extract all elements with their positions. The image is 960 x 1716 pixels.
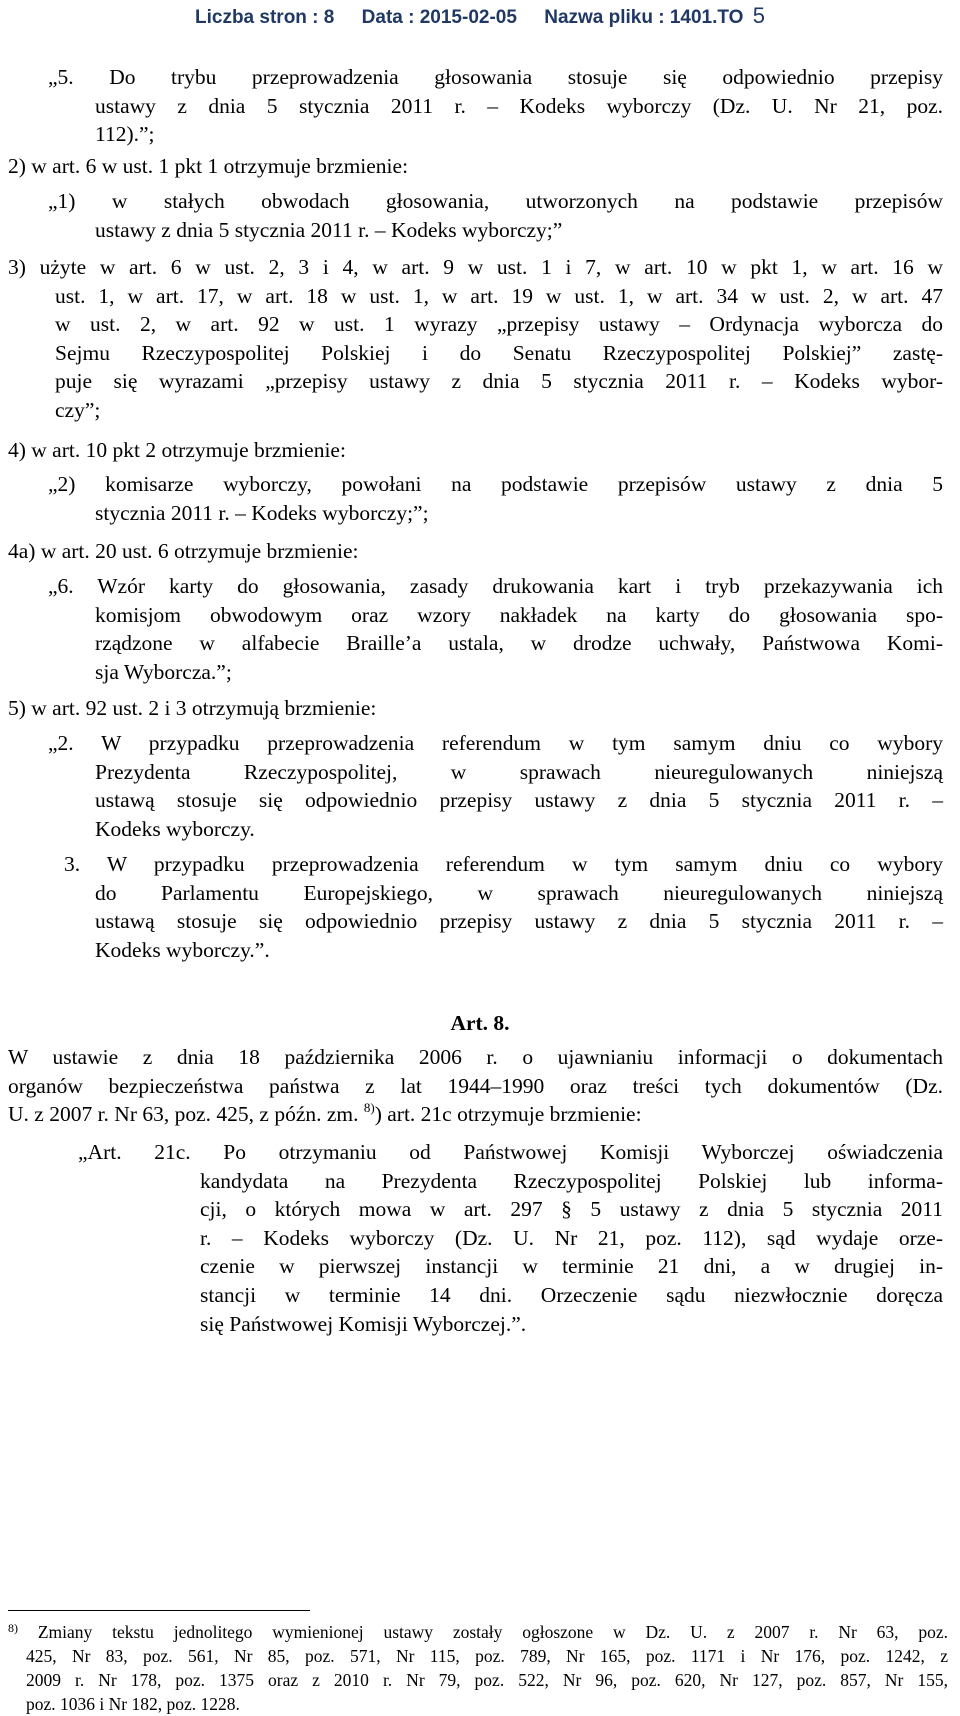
text-line: „Art. 21c. Po otrzymaniu od Państwowej Komisji Wyborczej oświadczenia	[78, 1140, 943, 1164]
date-label: Data :	[361, 7, 415, 28]
text-fragment: Zmiany tekstu jednolitego wymienionej ustawy zostały ogłoszone w Dz. U. z 2007 r. Nr 63, poz.	[37, 1622, 949, 1642]
text-line: rządzone w alfabecie Braille’a ustala, w drodze uchwały, Państwowa Komi-	[95, 631, 943, 656]
text-line: 2) w art. 6 w ust. 1 pkt 1 otrzymuje brzmienie:	[8, 154, 409, 178]
paragraph-point-4a	[8, 537, 943, 566]
text-line: sja Wyborcza.”;	[95, 659, 232, 684]
text-line: w ust. 2, w art. 92 w ust. 1 wyrazy „przepisy ustawy – Ordynacja wyborcza do	[55, 312, 943, 337]
footnote-line: poz. 1036 i Nr 182, poz. 1228.	[26, 1694, 240, 1714]
footnote-marker: 8)	[8, 1621, 18, 1635]
text-line: 4) w art. 10 pkt 2 otrzymuje brzmienie:	[8, 438, 346, 462]
paragraph-quote-6	[48, 572, 943, 686]
page-number: 5	[752, 3, 765, 28]
date-value: 2015-02-05	[419, 7, 517, 28]
footnote-separator	[8, 1610, 310, 1611]
paragraph-art-21c	[78, 1138, 943, 1338]
article-title: Art. 8.	[450, 1011, 510, 1035]
file-label: Nazwa pliku :	[544, 7, 665, 28]
text-line: komisjom obwodowym oraz wzory nakładek na karty do głosowania spo-	[95, 602, 943, 627]
text-line: stancji w terminie 14 dni. Orzeczenie sądu niezwłocznie doręcza	[200, 1282, 943, 1307]
text-line: „6. Wzór karty do głosowania, zasady drukowania kart i tryb przekazywania ich	[48, 574, 943, 598]
paragraph-point-5	[8, 694, 943, 723]
paragraph-point-4	[8, 436, 943, 465]
text-line: 5) w art. 92 ust. 2 i 3 otrzymują brzmienie:	[8, 696, 377, 720]
text-line: Kodeks wyborczy.	[95, 816, 255, 841]
text-line: W ustawie z dnia 18 października 2006 r. o ujawnianiu informacji o dokumentach	[8, 1045, 943, 1069]
text-line: „2. W przypadku przeprowadzenia referendum w tym samym dniu co wybory	[48, 731, 943, 755]
text-line: się Państwowej Komisji Wyborczej.”.	[200, 1311, 527, 1336]
text-line: Sejmu Rzeczypospolitej Polskiej i do Senatu Rzeczypospolitej Polskiej” zastę-	[55, 340, 943, 365]
text-line: puje się wyrazami „przepisy ustawy z dnia 5 stycznia 2011 r. – Kodeks wybor-	[55, 369, 943, 394]
text-line: „5. Do trybu przeprowadzenia głosowania stosuje się odpowiednio przepisy	[48, 65, 943, 89]
text-fragment: ) art. 21c otrzymuje brzmienie:	[374, 1102, 642, 1127]
footnote-reference[interactable]: 8)	[363, 1100, 375, 1116]
text-line: czy”;	[55, 397, 101, 422]
paragraph-quote-2	[48, 470, 943, 527]
text-line	[8, 1100, 943, 1129]
text-line: ustawą stosuje się odpowiednio przepisy ustawy z dnia 5 stycznia 2011 r. –	[95, 788, 943, 813]
pages-value: 8	[323, 7, 335, 28]
text-line: 3) użyte w art. 6 w ust. 2, 3 i 4, w art. 9 w ust. 1 i 7, w art. 10 w pkt 1, w art. 16 w	[8, 255, 943, 279]
file-value: 1401.TO	[669, 7, 744, 28]
paragraph-point-2	[8, 152, 943, 181]
text-line: cji, o których mowa w art. 297 § 5 ustawy z dnia 5 stycznia 2011	[200, 1197, 943, 1222]
footnote-line: 425, Nr 83, poz. 561, Nr 85, poz. 571, Nr 115, poz. 789, Nr 165, poz. 1171 i Nr 176, poz. 1242, z	[26, 1646, 948, 1666]
text-line: kandydata na Prezydenta Rzeczypospolitej Polskiej lub informa-	[200, 1168, 943, 1193]
text-line: Prezydenta Rzeczypospolitej, w sprawach nieuregulowanych niniejszą	[95, 759, 943, 784]
paragraph-quote-1	[48, 187, 943, 244]
footnote-line: 2009 r. Nr 178, poz. 1375 oraz z 2010 r. Nr 79, poz. 522, Nr 96, poz. 620, Nr 127, poz. 857, Nr 155,	[26, 1670, 948, 1690]
paragraph-quote-3-referendum	[48, 850, 943, 964]
text-line: stycznia 2011 r. – Kodeks wyborczy;”;	[95, 500, 429, 525]
text-line: ust. 1, w art. 17, w art. 18 w ust. 1, w art. 19 w ust. 1, w art. 34 w ust. 2, w art. 47	[55, 283, 943, 308]
text-line: ustawy z dnia 5 stycznia 2011 r. – Kodeks wyborczy;”	[95, 217, 563, 242]
text-fragment: U. z 2007 r. Nr 63, poz. 425, z późn. zm.	[8, 1102, 359, 1127]
text-line: ustawą stosuje się odpowiednio przepisy ustawy z dnia 5 stycznia 2011 r. –	[95, 909, 943, 934]
text-line: do Parlamentu Europejskiego, w sprawach nieuregulowanych niniejszą	[95, 880, 943, 905]
footnote-line	[8, 1620, 948, 1644]
paragraph-point-3	[8, 253, 943, 425]
footnote	[8, 1620, 948, 1716]
text-line: Kodeks wyborczy.”.	[95, 937, 270, 962]
paragraph-article-8	[8, 1043, 943, 1129]
text-line: 112).”;	[95, 122, 155, 147]
paragraph-quote-2-referendum	[48, 729, 943, 843]
text-line: 4a) w art. 20 ust. 6 otrzymuje brzmienie:	[8, 539, 359, 563]
pages-label: Liczba stron :	[195, 7, 319, 28]
text-line: „1) w stałych obwodach głosowania, utworzonych na podstawie przepisów	[48, 189, 943, 213]
text-line: czenie w pierwszej instancji w terminie 21 dni, a w drugiej in-	[200, 1254, 943, 1279]
text-line: organów bezpieczeństwa państwa z lat 1944–1990 oraz treści tych dokumentów (Dz.	[8, 1073, 943, 1098]
paragraph-quote-5	[48, 63, 943, 149]
text-line: „2) komisarze wyborczy, powołani na podstawie przepisów ustawy z dnia 5	[48, 472, 943, 496]
document-header	[0, 3, 960, 31]
text-line: ustawy z dnia 5 stycznia 2011 r. – Kodeks wyborczy (Dz. U. Nr 21, poz.	[95, 93, 943, 118]
text-line: r. – Kodeks wyborczy (Dz. U. Nr 21, poz. 112), sąd wydaje orze-	[200, 1225, 943, 1250]
text-line: 3. W przypadku przeprowadzenia referendum w tym samym dniu co wybory	[64, 852, 943, 876]
